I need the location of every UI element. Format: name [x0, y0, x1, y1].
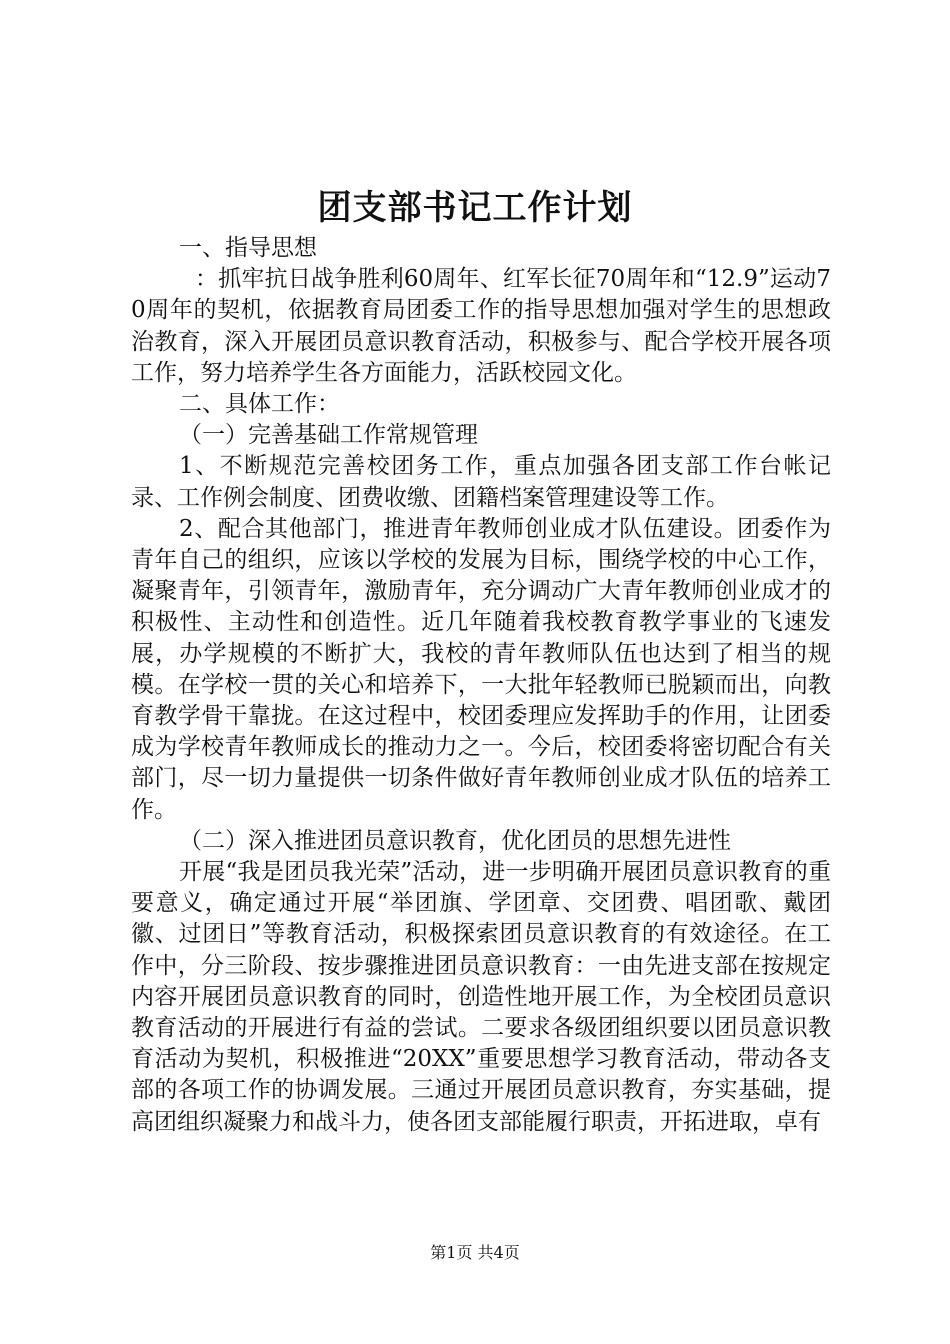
document-title: 团支部书记工作计划 [317, 188, 633, 228]
paragraph-guiding-ideology: ：抓牢抗日战争胜利60周年、红军长征70周年和“12.9”运动70周年的契机，依据教育局团委工作的指导思想加强对学生的思想政治教育，深入开展团员意识教育活动，积极参与、配合学校开展各项工作，努力培养学生各方面能力，活跃校园文化。 [131, 266, 831, 386]
document-body [131, 233, 831, 1138]
heading-guiding-ideology: 一、指导思想 [179, 235, 317, 261]
subheading-member-awareness: （二）深入推进团员意识教育，优化团员的思想先进性 [179, 827, 731, 854]
paragraph-member-awareness: 开展“我是团员我光荣”活动，进一步明确开展团员意识教育的重要意义，确定通过开展“举团旗、学团章、交团费、唱团歌、戴团徽、过团日”等教育活动，积极探索团员意识教育的有效途径。在工作中，分三阶段、按步骤推进团员意识教育：一由先进支部在按规定内容开展团员意识教育的同时，创造性地开展工作，为全校团员意识教育活动的开展进行有益的尝试。二要求各级团组织要以团员意识教育活动为契机，积极推进“20XX”重要思想学习教育活动，带动各支部的各项工作的协调发展。三通过开展团员意识教育，夯实基础，提高团组织凝聚力和战斗力，使各团支部能履行职责，开拓进取，卓有 [131, 859, 831, 1135]
page-number-footer: 第1页 共4页 [430, 1243, 520, 1262]
subheading-basic-work: （一）完善基础工作常规管理 [179, 422, 478, 449]
heading-specific-work: 二、具体工作： [179, 391, 340, 418]
paragraph-item-1: 1、不断规范完善校团务工作，重点加强各团支部工作台帐记录、工作例会制度、团费收缴、团籍档案管理建设等工作。 [131, 453, 831, 511]
paragraph-item-2: 2、配合其他部门，推进青年教师创业成才队伍建设。团委作为青年自己的组织，应该以学校的发展为目标，围绕学校的中心工作，凝聚青年，引领青年，激励青年，充分调动广大青年教师创业成才的积极性、主动性和创造性。近几年随着我校教育教学事业的飞速发展，办学规模的不断扩大，我校的青年教师队伍也达到了相当的规模。在学校一贯的关心和培养下，一大批年轻教师已脱颖而出，向教育教学骨干靠拢。在这过程中，校团委理应发挥助手的作用，让团委成为学校青年教师成长的推动力之一。今后，校团委将密切配合有关部门，尽一切力量提供一切条件做好青年教师创业成才队伍的培养工作。 [131, 515, 831, 823]
